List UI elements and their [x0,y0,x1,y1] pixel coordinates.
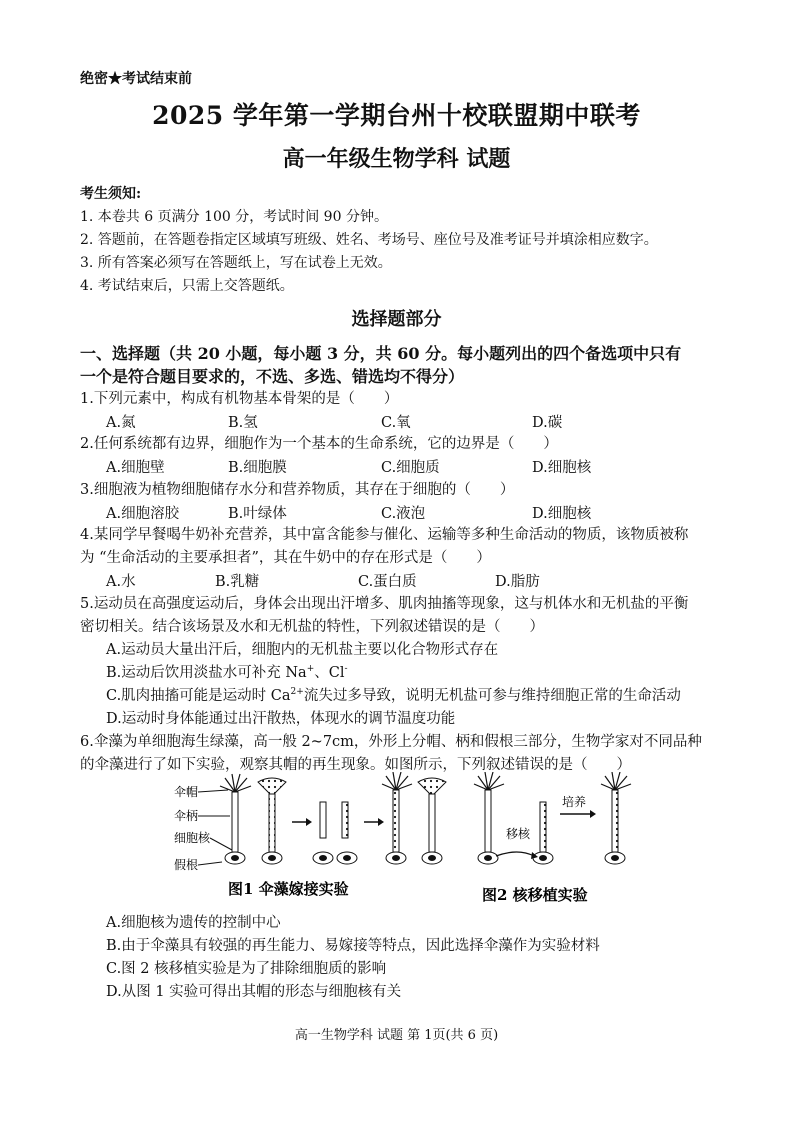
question-4-option-d: D.脂肪 [495,574,540,590]
question-5-option-b: B.运动后饮用淡盐水可补充 Na+、Cl- [106,664,348,681]
fig1-regenerated-cells [382,772,446,864]
acetabularia-diagram [170,772,640,908]
question-5-option-d: D.运动时身体能通过出汗散热，体现水的调节温度功能 [106,711,456,727]
stalk-label: 伞柄 [174,809,199,823]
fig1-grafted-stalks [313,802,357,864]
question-2-option-d: D.细胞核 [532,460,592,476]
notice-item: 1. 本卷共 6 页满分 100 分，考试时间 90 分钟。 [80,209,388,225]
culture-label: 培养 [562,795,587,809]
question-6-option-c: C.图 2 核移植实验是为了排除细胞质的影响 [106,961,387,977]
question-3-option-c: C.液泡 [381,506,426,522]
question-1-option-b: B.氢 [228,415,258,431]
question-6-option-a: A.细胞核为遗传的控制中心 [106,915,281,931]
question-3-stem: 3.细胞液为植物细胞储存水分和营养物质，其存在于细胞的（ ） [80,482,515,498]
notice-item: 2. 答题前，在答题卷指定区域填写班级、姓名、考场号、座位号及准考证号并填涂相应数字。 [80,232,658,248]
part-heading-line2: 一个是符合题目要求的，不选、多选、错选均不得分） [80,367,465,386]
question-4-stem-line2: 为 “生命活动的主要承担者”，其在牛奶中的存在形式是（ ） [80,550,491,566]
notice-item: 3. 所有答案必须写在答题纸上，写在试卷上无效。 [80,255,392,271]
question-5-stem-line2: 密切相关。结合该场景及水和无机盐的特性，下列叙述错误的是（ ） [80,619,544,635]
confidential-label: 绝密★考试结束前 [80,71,192,87]
question-5-option-a: A.运动员大量出汗后，细胞内的无机盐主要以化合物形式存在 [106,642,499,658]
question-6-stem-line2: 的伞藻进行了如下实验，观察其帽的再生现象。如图所示，下列叙述错误的是（ ） [80,757,631,773]
acetabularia-figure [170,772,640,908]
question-2-option-b: B.细胞膜 [228,460,287,476]
page-footer: 高一生物学科 试题 第 1页(共 6 页) [294,1028,499,1043]
question-5-stem-line1: 5.运动员在高强度运动后，身体会出现出汗增多、肌肉抽搐等现象，这与机体水和无机盐的平衡 [80,596,689,612]
transplant-label: 移核 [506,827,531,841]
nucleus-label: 细胞核 [174,831,211,845]
question-6-stem-line1: 6.伞藻为单细胞海生绿藻，高一般 2~7cm，外形上分帽、柄和假根三部分，生物学家对不同品种 [80,734,702,750]
question-4-option-b: B.乳糖 [215,574,260,590]
figure-2-caption: 图2 核移植实验 [482,886,588,904]
question-6-option-b: B.由于伞藻具有较强的再生能力、易嫁接等特点，因此选择伞藻作为实验材料 [106,938,600,954]
fig2-donor-cell [474,772,504,864]
section-title: 选择题部分 [351,309,442,330]
cap-label: 伞帽 [174,785,199,799]
notice-item: 4. 考试结束后，只需上交答题纸。 [80,278,294,294]
question-2-stem: 2.任何系统都有边界，细胞作为一个基本的生命系统，它的边界是（ ） [80,436,558,452]
fig1-cell-umbrella-cap [258,778,286,864]
question-4-stem-line1: 4.某同学早餐喝牛奶补充营养，其中富含能参与催化、运输等多种生命活动的物质，该物质被称 [80,527,689,543]
question-6-option-d: D.从图 1 实验可得出其帽的形态与细胞核有关 [106,984,402,1000]
fig2-result-cell [601,772,631,864]
notice-heading: 考生须知: [80,186,142,202]
question-3-option-a: A.细胞溶胶 [106,506,180,522]
question-1-option-d: D.碳 [532,415,563,431]
question-1-option-a: A.氮 [106,415,136,431]
question-2-option-c: C.细胞质 [381,460,440,476]
question-2-option-a: A.细胞壁 [106,460,165,476]
exam-title: 2025 学年第一学期台州十校联盟期中联考 [152,101,641,130]
figure-1-caption: 图1 伞藻嫁接实验 [228,880,349,898]
question-1-stem: 1.下列元素中，构成有机物基本骨架的是（ ） [80,391,399,407]
question-3-option-d: D.细胞核 [532,506,592,522]
question-4-option-c: C.蛋白质 [358,574,417,590]
fig1-cell-fringed-cap [220,774,251,864]
exam-subtitle: 高一年级生物学科 试题 [282,146,511,172]
fig2-recipient-cell [533,802,553,864]
question-5-option-c: C.肌肉抽搐可能是运动时 $Ca^{2+}$流失过多导致，说明无机盐可参与维持细胞正常的生命活动 [106,687,681,704]
rhizoid-label: 假根 [174,858,199,872]
question-1-option-c: C.氧 [381,415,411,431]
part-heading-line1: 一、选择题（共 20 小题，每小题 3 分，共 60 分。每小题列出的四个备选项中只有 [80,344,682,363]
question-3-option-b: B.叶绿体 [228,506,287,522]
question-4-option-a: A.水 [106,574,136,590]
